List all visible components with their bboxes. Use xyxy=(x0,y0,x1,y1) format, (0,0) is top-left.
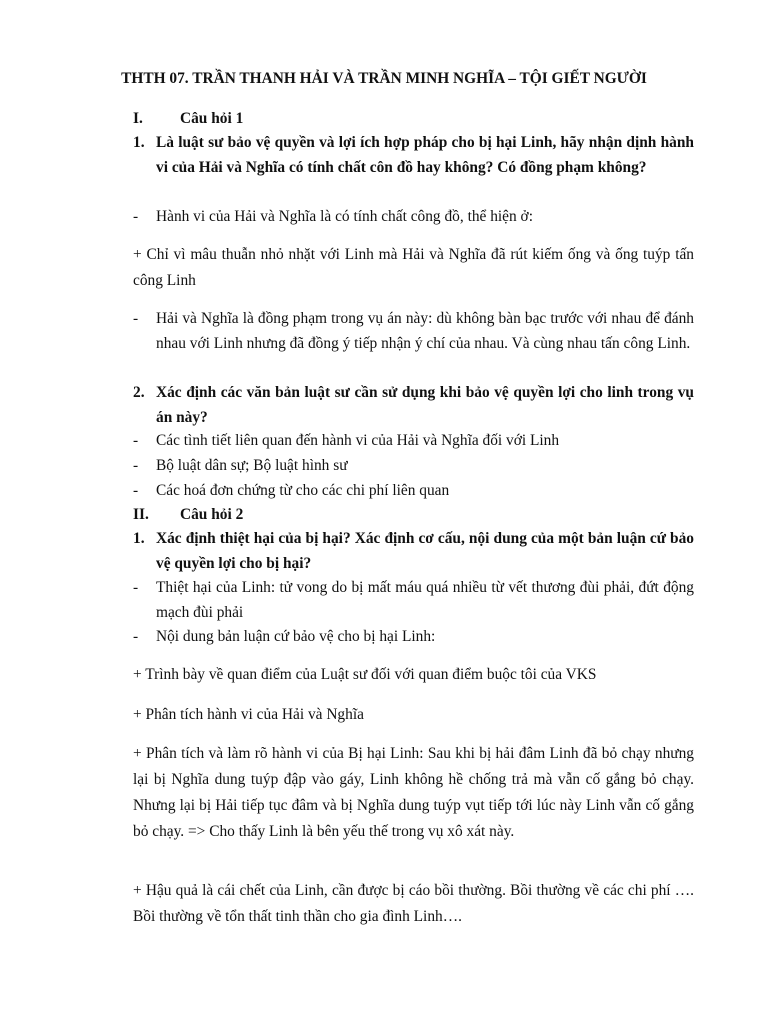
bullet-item xyxy=(133,478,694,503)
bullet-marker: - xyxy=(133,628,139,645)
bullet-text: Nội dung bản luận cứ bảo vệ cho bị hại Linh: xyxy=(156,628,436,645)
bullet-marker: - xyxy=(133,310,139,327)
bullet-item xyxy=(133,624,694,649)
bullet-item xyxy=(133,306,694,356)
bullet-text: Thiệt hại của Linh: tử vong do bị mất máu quá nhiều từ vết thương đùi phải, đứt động mạch đùi phải xyxy=(156,579,694,621)
document-title: THTH 07. TRẦN THANH HẢI VÀ TRẦN MINH NGHĨA – TỘI GIẾT NGƯỜI xyxy=(121,70,647,87)
bullet-marker: - xyxy=(133,208,139,225)
section-title: Câu hỏi 1 xyxy=(180,110,244,127)
paragraph: + Phân tích và làm rõ hành vi của Bị hại Linh: Sau khi bị hải đâm Linh đã bỏ chạy nhưng lại bị Nghĩa dung tuýp đập vào gáy, Linh không hề chống trả mà vẫn cố gắng bỏ chạy. Nhưng lại bị Hải tiếp tục đâm và bị Nghĩa dung tuýp vụt tiếp tới lúc này Linh vẫn cố gắng bỏ chạy. => Cho thấy Linh là bên yếu thế trong vụ xô xát này. xyxy=(133,745,694,840)
question-text: Là luật sư bảo vệ quyền và lợi ích hợp pháp cho bị hại Linh, hãy nhận dịnh hành vi của Hải và Nghĩa có tính chất côn đồ hay không? Có đồng phạm không? xyxy=(156,134,694,176)
section-2-heading xyxy=(133,502,243,527)
paragraph: + Chỉ vì mâu thuẫn nhỏ nhặt với Linh mà Hải và Nghĩa đã rút kiếm ống và ống tuýp tấn công Linh xyxy=(133,246,694,289)
bullet-marker: - xyxy=(133,579,139,596)
question-number: 2. xyxy=(133,384,145,401)
question-1-2 xyxy=(133,380,694,430)
paragraph: + Hậu quả là cái chết của Linh, cần được bị cáo bồi thường. Bồi thường về các chi phí …. Bồi thường về tổn thất tinh thần cho gia đình Linh…. xyxy=(133,882,694,925)
paragraph: + Phân tích hành vi của Hải và Nghĩa xyxy=(133,706,364,723)
question-number: 1. xyxy=(133,530,145,547)
bullet-item xyxy=(133,575,694,625)
question-1-1 xyxy=(133,130,694,180)
bullet-item xyxy=(133,428,694,453)
bullet-text: Các hoá đơn chứng từ cho các chi phí liên quan xyxy=(156,482,450,499)
question-number: 1. xyxy=(133,134,145,151)
paragraph: + Trình bày về quan điểm của Luật sư đối với quan điểm buộc tôi của VKS xyxy=(133,666,597,683)
section-1-heading xyxy=(133,106,243,131)
bullet-text: Bộ luật dân sự; Bộ luật hình sư xyxy=(156,457,348,474)
bullet-text: Hành vi của Hải và Nghĩa là có tính chất công đồ, thể hiện ở: xyxy=(156,208,533,225)
bullet-marker: - xyxy=(133,482,139,499)
section-number: I. xyxy=(133,110,143,127)
bullet-item xyxy=(133,453,694,478)
section-title: Câu hỏi 2 xyxy=(180,506,244,523)
bullet-item xyxy=(133,204,694,229)
question-2-1 xyxy=(133,526,694,576)
bullet-marker: - xyxy=(133,457,139,474)
bullet-text: Hải và Nghĩa là đồng phạm trong vụ án này: dù không bàn bạc trước với nhau để đánh nhau với Linh nhưng đã đồng ý tiếp nhận ý chí của nhau. Và cùng nhau tấn công Linh. xyxy=(156,310,694,352)
bullet-text: Các tình tiết liên quan đến hành vi của Hải và Nghĩa đối với Linh xyxy=(156,432,560,449)
question-text: Xác định các văn bản luật sư cần sử dụng khi bảo vệ quyền lợi cho linh trong vụ án này? xyxy=(156,384,694,426)
question-text: Xác định thiệt hại của bị hại? Xác định cơ cấu, nội dung của một bản luận cứ bảo vệ quyền lợi cho bị hại? xyxy=(156,530,694,572)
bullet-marker: - xyxy=(133,432,139,449)
section-number: II. xyxy=(133,506,149,523)
